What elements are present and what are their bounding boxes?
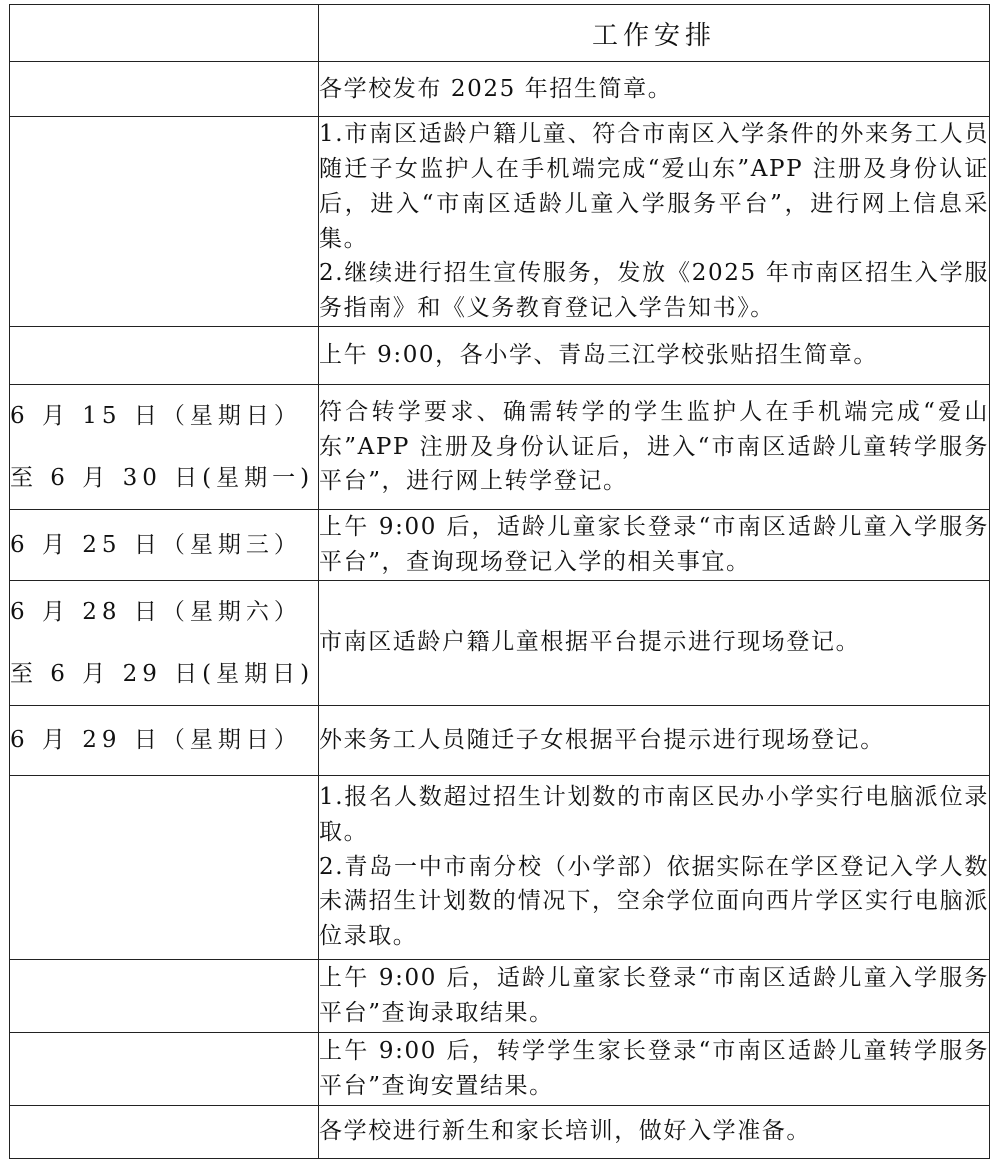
schedule-work-cell: 外来务工人员随迁子女根据平台提示进行现场登记。 — [319, 705, 990, 775]
schedule-work-cell: 1.市南区适龄户籍儿童、符合市南区入学条件的外来务工人员随迁子女监护人在手机端完成“爱山东”APP 注册及身份认证后，进入“市南区适龄儿童入学服务平台”，进行网上信息采集。 2.继续进行招生宣传服务，发放《2025 年市南区招生入学服务指南》和《义务教育登记入学告知书》。 — [319, 117, 990, 327]
table-row — [10, 580, 990, 705]
table-row — [10, 1105, 990, 1158]
schedule-date-cell: 6 月 15 日（星期日） 至 6 月 30 日(星期一) — [10, 385, 319, 510]
schedule-date-cell: 6 月 28 日（星期六） 至 6 月 29 日(星期日) — [10, 580, 319, 705]
table-row — [10, 510, 990, 581]
schedule-work-cell: 上午 9:00，各小学、青岛三江学校张贴招生简章。 — [319, 327, 990, 385]
schedule-date-cell: 6 月 25 日（星期三） — [10, 510, 319, 581]
schedule-date-cell — [10, 327, 319, 385]
table-row — [10, 117, 990, 327]
schedule-work-cell: 各学校进行新生和家长培训，做好入学准备。 — [319, 1105, 990, 1158]
schedule-work-cell: 上午 9:00 后，转学学生家长登录“市南区适龄儿童转学服务平台”查询安置结果。 — [319, 1032, 990, 1105]
schedule-work-cell: 上午 9:00 后，适龄儿童家长登录“市南区适龄儿童入学服务平台”，查询现场登记入学的相关事宜。 — [319, 510, 990, 581]
schedule-date-cell — [10, 1105, 319, 1158]
header-work-arrangement: 工作安排 — [319, 5, 990, 62]
schedule-work-cell: 上午 9:00 后，适龄儿童家长登录“市南区适龄儿童入学服务平台”查询录取结果。 — [319, 959, 990, 1032]
schedule-date-cell — [10, 1032, 319, 1105]
table-row — [10, 705, 990, 775]
table-row — [10, 1032, 990, 1105]
schedule-date-cell — [10, 959, 319, 1032]
table-row — [10, 327, 990, 385]
table-header-row — [10, 5, 990, 62]
schedule-work-cell: 1.报名人数超过招生计划数的市南区民办小学实行电脑派位录取。 2.青岛一中市南分校（小学部）依据实际在学区登记入学人数未满招生计划数的情况下，空余学位面向西片学区实行电脑派位录取。 — [319, 775, 990, 959]
schedule-date-cell — [10, 775, 319, 959]
schedule-work-cell: 符合转学要求、确需转学的学生监护人在手机端完成“爱山东”APP 注册及身份认证后，进入“市南区适龄儿童转学服务平台”，进行网上转学登记。 — [319, 385, 990, 510]
schedule-work-cell: 各学校发布 2025 年招生简章。 — [319, 62, 990, 117]
enrollment-schedule-table — [9, 4, 990, 1159]
table-row — [10, 959, 990, 1032]
table-row — [10, 385, 990, 510]
schedule-date-cell: 6 月 29 日（星期日） — [10, 705, 319, 775]
header-date-cell — [10, 5, 319, 62]
table-row — [10, 62, 990, 117]
schedule-date-cell — [10, 62, 319, 117]
schedule-date-cell — [10, 117, 319, 327]
schedule-work-cell: 市南区适龄户籍儿童根据平台提示进行现场登记。 — [319, 580, 990, 705]
table-row — [10, 775, 990, 959]
